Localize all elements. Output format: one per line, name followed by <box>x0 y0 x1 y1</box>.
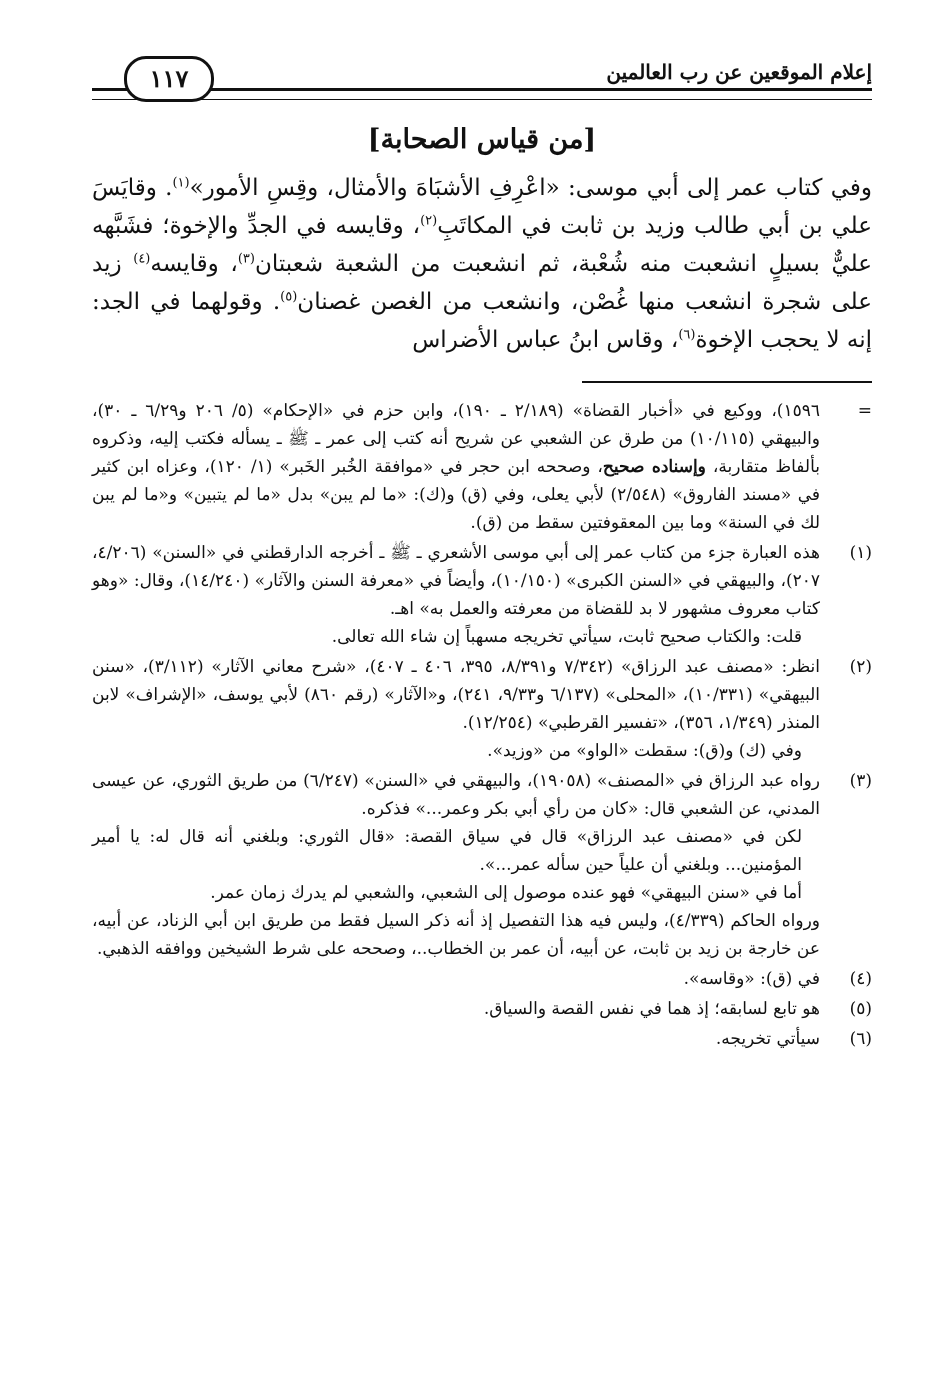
footnote-bold-segment: وإسناده صحيح <box>602 457 706 477</box>
footnote-segment: ١٥٩٦)، ووكيع في «أخبار القضاة» (٢/١٨٩ ـ ١٩٠)، وابن حزم في «الإحكام» (٥/ ٢٠٦ و٦/٢٩ ـ ٣٠)، والبيهقي (١٠/١١٥) من طرق عن الشعبي عن شريح أنه كتب إلى عمر ـ ﷺ ـ يسأله فكتب إليه، وذكروه بألفاظ متقاربة، <box>92 401 821 477</box>
page-number: ١١٧ <box>124 56 214 102</box>
footnote-text: هذه العبارة جزء من كتاب عمر إلى أبي موسى الأشعري ـ ﷺ ـ أخرجه الدارقطني في «السنن» (٤/٢٠٦، ٢٠٧)، والبيهقي في «السنن الكبرى» (١٠/١٥٠)، وأيضاً في «معرفة السنن والآثار» (١٤/٢٤٠)، وقال: «وهو كتاب معروف مشهور لا بد للقضاة من معرفته والعمل به» اهـ. <box>92 543 820 619</box>
footnote-continuation <box>92 397 872 537</box>
footnote-text: وفي (ك) و(ق): سقطت «الواو» من «وزيد». <box>487 741 802 761</box>
footnote-marker: (٣) <box>849 771 872 791</box>
footnote-ref[interactable]: (٥) <box>280 289 298 305</box>
running-title: إعلام الموقعين عن رب العالمين <box>606 60 872 84</box>
footnote-text: أما في «سنن البيهقي» فهو عنده موصول إلى الشعبي، والشعبي لم يدرك زمان عمر. <box>210 883 802 903</box>
footnote-ref[interactable]: (٦) <box>678 327 696 343</box>
page-header <box>92 40 872 102</box>
footnote-body <box>92 767 820 963</box>
footnote-body <box>92 539 820 651</box>
footnote-ref[interactable]: (٣) <box>237 251 255 267</box>
footnote-text: لكن في «مصنف عبد الرزاق» قال في سياق القصة: «قال الثوري: وبلغني أنه قال له: يا أمير المؤمنين... وبلغني أن علياً حين سأله عمر...». <box>92 827 802 875</box>
footnote-1 <box>92 539 872 651</box>
book-page <box>92 40 872 1055</box>
footnote-marker: (١) <box>849 543 872 563</box>
footnotes <box>92 397 872 1053</box>
footnote-text: رواه عبد الرزاق في «المصنف» (١٩٠٥٨)، والبيهقي في «السنن» (٦/٢٤٧) من طريق الثوري، عن عيسى المدني، عن الشعبي قال: «كان من رأي أبي بكر وعمر...» فذكره. <box>92 771 820 819</box>
footnote-text: انظر: «مصنف عبد الرزاق» (٧/٣٤٢ و٨/٣٩١، ٣٩٥، ٤٠٦ ـ ٤٠٧)، «شرح معاني الآثار» (٣/١١٢)، «سنن البيهقي» (١٠/٣٣١)، «المحلى» (٦/١٣٧ و٩/٣٣، ٢٤١)، و«الآثار» (رقم ٨٦٠) لأبي يوسف، «الإشراف» لابن المنذر (١/٣٤٩، ٣٥٦)، «تفسير القرطبي» (١٢/٢٥٤). <box>92 657 821 733</box>
footnote-marker: = <box>857 401 872 421</box>
footnote-6 <box>92 1025 872 1053</box>
main-paragraph <box>92 169 872 359</box>
main-text-segment: وفي كتاب عمر إلى أبي موسى: «اعْرِفِ الأشبَاهَ والأمثال، وقِسِ الأمور» <box>189 175 872 201</box>
main-text-segment: . وقولهما في الجد: إنه لا يحجب الإخوة <box>92 289 872 353</box>
footnote-text <box>92 397 820 537</box>
footnote-text: هو تابع لسابقه؛ إذ هما في نفس القصة والسياق. <box>483 999 820 1019</box>
main-text-segment: . وقايَسَ علي بن أبي طالب وزيد بن ثابت في المكاتَبِ <box>92 175 872 239</box>
footnote-text: في (ق): «وقاسه». <box>683 969 820 989</box>
footnote-4 <box>92 965 872 993</box>
footnote-text: قلت: والكتاب صحيح ثابت، سيأتي تخريجه مسهباً إن شاء الله تعالى. <box>331 627 802 647</box>
footnote-2 <box>92 653 872 765</box>
footnote-segment: ، وصححه ابن حجر في «موافقة الخُبر الخَبر» (١/ ١٢٠)، وعزاه ابن كثير في «مسند الفاروق» (٢/٥٤٨) لأبي يعلى، وفي (ق) و(ك): «ما لم يبن» بدل «ما لم يتبين» و«ما لم يبن لك في السنة» وما بين المعقوفتين سقط من (ق). <box>92 457 820 533</box>
main-text-segment: زيد على شجرة انشعب منها غُصْن، وانشعب من الغصن غصنان <box>92 251 872 315</box>
footnote-text: ورواه الحاكم (٤/٣٣٩)، وليس فيه هذا التفصيل إذ أنه ذكر السيل فقط من طريق ابن أبي الزناد، عن أبيه، عن خارجة بن زيد بن ثابت، عن أبيه، أن عمر بن الخطاب..، وصححه على شرط الشيخين ووافقه الذهبي. <box>92 911 820 959</box>
footnote-ref[interactable]: (٢) <box>420 213 438 229</box>
footnote-5 <box>92 995 872 1023</box>
footnote-3 <box>92 767 872 963</box>
footnote-ref[interactable]: (١) <box>172 175 190 191</box>
footnote-marker: (٢) <box>849 657 872 677</box>
footnote-body <box>92 1025 820 1053</box>
footnote-body <box>92 397 820 537</box>
footnote-text: سيأتي تخريجه. <box>715 1029 820 1049</box>
footnote-marker: (٤) <box>849 969 872 989</box>
footnote-marker: (٦) <box>849 1029 872 1049</box>
footnote-ref[interactable]: (٤) <box>133 251 151 267</box>
main-text <box>92 169 872 359</box>
section-heading: [من قياس الصحابة] <box>367 124 597 155</box>
main-text-segment: ، وقايسه <box>150 251 238 277</box>
footnote-marker: (٥) <box>849 999 872 1019</box>
main-text-segment: ، وقايسه في الجدِّ والإخوة؛ فشَبَّهه عليٌّ بسيلٍ انشعبت منه شُعْبة، ثم انشعبت من الشعبة شعبتان <box>92 213 872 277</box>
footnote-body <box>92 653 820 765</box>
footnote-body <box>92 995 820 1023</box>
footnote-body <box>92 965 820 993</box>
footnote-separator <box>582 381 872 383</box>
main-text-segment: ، وقاس ابنُ عباس الأضراس <box>412 327 679 353</box>
